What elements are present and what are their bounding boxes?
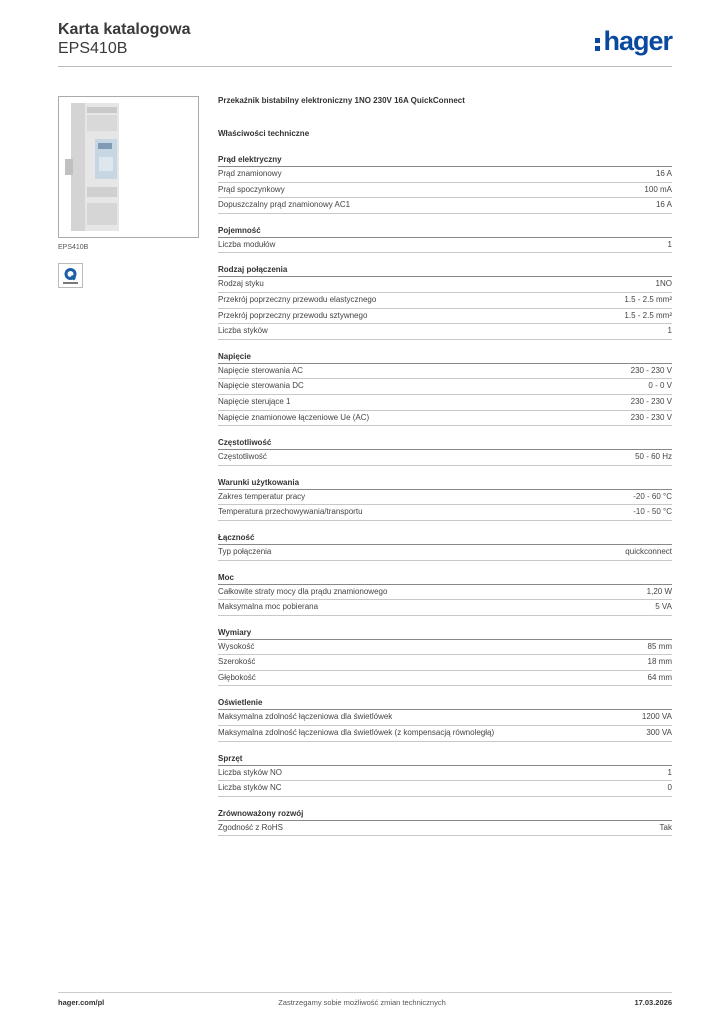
spec-row bbox=[218, 640, 672, 656]
spec-row bbox=[218, 671, 672, 687]
spec-group-title: Prąd elektryczny bbox=[218, 154, 672, 167]
spec-group bbox=[218, 627, 672, 687]
spec-value: 230 - 230 V bbox=[630, 396, 672, 406]
spec-row bbox=[218, 585, 672, 601]
spec-row bbox=[218, 309, 672, 325]
spec-row bbox=[218, 293, 672, 309]
spec-label: Całkowite straty mocy dla prądu znamionowego bbox=[218, 586, 388, 596]
spec-label: Zgodność z RoHS bbox=[218, 822, 283, 832]
footer-date: 17.03.2026 bbox=[634, 998, 672, 1007]
spec-value: 64 mm bbox=[647, 672, 672, 682]
spec-label: Przekrój poprzeczny przewodu elastycznego bbox=[218, 294, 377, 304]
spec-group-title: Napięcie bbox=[218, 351, 672, 364]
product-title: Przekaźnik bistabilny elektroniczny 1NO 230V 16A QuickConnect bbox=[218, 96, 465, 105]
spec-group bbox=[218, 572, 672, 616]
spec-value: 100 mA bbox=[644, 184, 672, 194]
spec-row bbox=[218, 450, 672, 466]
spec-value: 230 - 230 V bbox=[630, 412, 672, 422]
product-code: EPS410B bbox=[58, 40, 128, 57]
spec-label: Napięcie sterujące 1 bbox=[218, 396, 291, 406]
spec-group-title: Sprzęt bbox=[218, 753, 672, 766]
spec-group bbox=[218, 351, 672, 426]
spec-row bbox=[218, 167, 672, 183]
spec-group bbox=[218, 225, 672, 254]
spec-row bbox=[218, 364, 672, 380]
spec-label: Prąd znamionowy bbox=[218, 169, 282, 178]
spec-label: Typ połączenia bbox=[218, 546, 272, 556]
spec-row bbox=[218, 505, 672, 521]
spec-label: Napięcie sterowania DC bbox=[218, 381, 304, 391]
spec-label: Napięcie sterowania AC bbox=[218, 365, 303, 375]
spec-group-title: Częstotliwość bbox=[218, 437, 672, 450]
spec-value: 0 bbox=[667, 783, 672, 793]
spec-row bbox=[218, 821, 672, 837]
relay-device-illustration bbox=[65, 103, 123, 231]
spec-row bbox=[218, 710, 672, 726]
product-image bbox=[58, 96, 199, 238]
spec-value: 16 A bbox=[655, 200, 672, 210]
spec-value: 1 bbox=[667, 767, 672, 777]
spec-label: Liczba styków NO bbox=[218, 767, 283, 777]
spec-value: quickconnect bbox=[625, 546, 672, 556]
spec-label: Wysokość bbox=[218, 641, 255, 651]
footer-notice: Zastrzegamy sobie możliwość zmian technicznych bbox=[278, 998, 446, 1007]
spec-row bbox=[218, 277, 672, 293]
spec-group bbox=[218, 154, 672, 214]
spec-value: 1 bbox=[667, 239, 672, 249]
spec-row bbox=[218, 490, 672, 506]
spec-value: 230 - 230 V bbox=[630, 365, 672, 375]
image-caption: EPS410B bbox=[58, 244, 89, 251]
spec-value: 5 VA bbox=[655, 602, 672, 612]
spec-group-title: Pojemność bbox=[218, 225, 672, 238]
spec-row bbox=[218, 183, 672, 199]
spec-label: Maksymalna zdolność łączeniowa dla świetlówek (z kompensacją równoległą) bbox=[218, 728, 495, 738]
spec-label: Dopuszczalny prąd znamionowy AC1 bbox=[218, 200, 351, 210]
spec-value: 50 - 60 Hz bbox=[635, 452, 672, 462]
spec-label: Przekrój poprzeczny przewodu sztywnego bbox=[218, 310, 368, 320]
spec-group-title: Zrównoważony rozwój bbox=[218, 808, 672, 821]
spec-label: Zakres temperatur pracy bbox=[218, 491, 306, 501]
document-header bbox=[58, 20, 190, 58]
spec-value: 1 bbox=[667, 326, 672, 336]
spec-row bbox=[218, 781, 672, 797]
specifications-panel bbox=[218, 96, 672, 836]
spec-label: Liczba styków bbox=[218, 326, 268, 336]
spec-group bbox=[218, 532, 672, 561]
spec-value: Tak bbox=[659, 822, 672, 832]
properties-heading: Właściwości techniczne bbox=[218, 129, 310, 138]
spec-label: Liczba styków NC bbox=[218, 783, 282, 793]
spec-value: 1.5 - 2.5 mm² bbox=[624, 310, 672, 320]
spec-row bbox=[218, 545, 672, 561]
hager-logo: hager bbox=[595, 26, 672, 57]
spec-row bbox=[218, 324, 672, 340]
spec-row bbox=[218, 726, 672, 742]
spec-value: -10 - 50 °C bbox=[633, 507, 672, 517]
spec-label: Maksymalna zdolność łączeniowa dla świetlówek bbox=[218, 712, 393, 722]
spec-value: -20 - 60 °C bbox=[633, 491, 672, 501]
document-title: Karta katalogowa bbox=[58, 21, 191, 38]
spec-row bbox=[218, 238, 672, 254]
spec-group bbox=[218, 697, 672, 741]
spec-row bbox=[218, 395, 672, 411]
spec-value: 85 mm bbox=[647, 641, 672, 651]
spec-label: Głębokość bbox=[218, 672, 256, 682]
spec-group bbox=[218, 437, 672, 466]
spec-value: 0 - 0 V bbox=[648, 381, 672, 391]
spec-value: 18 mm bbox=[647, 657, 672, 667]
spec-row bbox=[218, 411, 672, 427]
spec-label: Liczba modułów bbox=[218, 239, 276, 249]
spec-label: Rodzaj styku bbox=[218, 279, 264, 289]
spec-groups bbox=[218, 154, 672, 836]
footer-website: hager.com/pl bbox=[58, 998, 105, 1007]
spec-value: 1200 VA bbox=[641, 712, 672, 722]
spec-group bbox=[218, 753, 672, 797]
spec-value: 16 A bbox=[655, 169, 672, 178]
spec-group-title: Warunki użytkowania bbox=[218, 477, 672, 490]
spec-group-title: Oświetlenie bbox=[218, 697, 672, 710]
spec-row bbox=[218, 600, 672, 616]
spec-group bbox=[218, 264, 672, 339]
quickconnect-badge-icon bbox=[58, 263, 83, 288]
spec-label: Prąd spoczynkowy bbox=[218, 184, 285, 194]
spec-value: 1.5 - 2.5 mm² bbox=[624, 294, 672, 304]
spec-group-title: Wymiary bbox=[218, 627, 672, 640]
footer-divider bbox=[58, 992, 672, 993]
spec-group bbox=[218, 477, 672, 521]
spec-label: Maksymalna moc pobierana bbox=[218, 602, 319, 612]
spec-label: Temperatura przechowywania/transportu bbox=[218, 507, 363, 517]
spec-row bbox=[218, 655, 672, 671]
spec-value: 1NO bbox=[655, 279, 672, 289]
spec-label: Szerokość bbox=[218, 657, 256, 667]
spec-group bbox=[218, 808, 672, 837]
header-divider bbox=[58, 66, 672, 67]
spec-row bbox=[218, 198, 672, 214]
spec-label: Częstotliwość bbox=[218, 452, 267, 462]
spec-group-title: Łączność bbox=[218, 532, 672, 545]
spec-row bbox=[218, 379, 672, 395]
spec-value: 300 VA bbox=[646, 728, 672, 738]
spec-label: Napięcie znamionowe łączeniowe Ue (AC) bbox=[218, 412, 370, 422]
spec-group-title: Moc bbox=[218, 572, 672, 585]
spec-group-title: Rodzaj połączenia bbox=[218, 264, 672, 277]
spec-row bbox=[218, 766, 672, 782]
spec-value: 1,20 W bbox=[646, 586, 672, 596]
